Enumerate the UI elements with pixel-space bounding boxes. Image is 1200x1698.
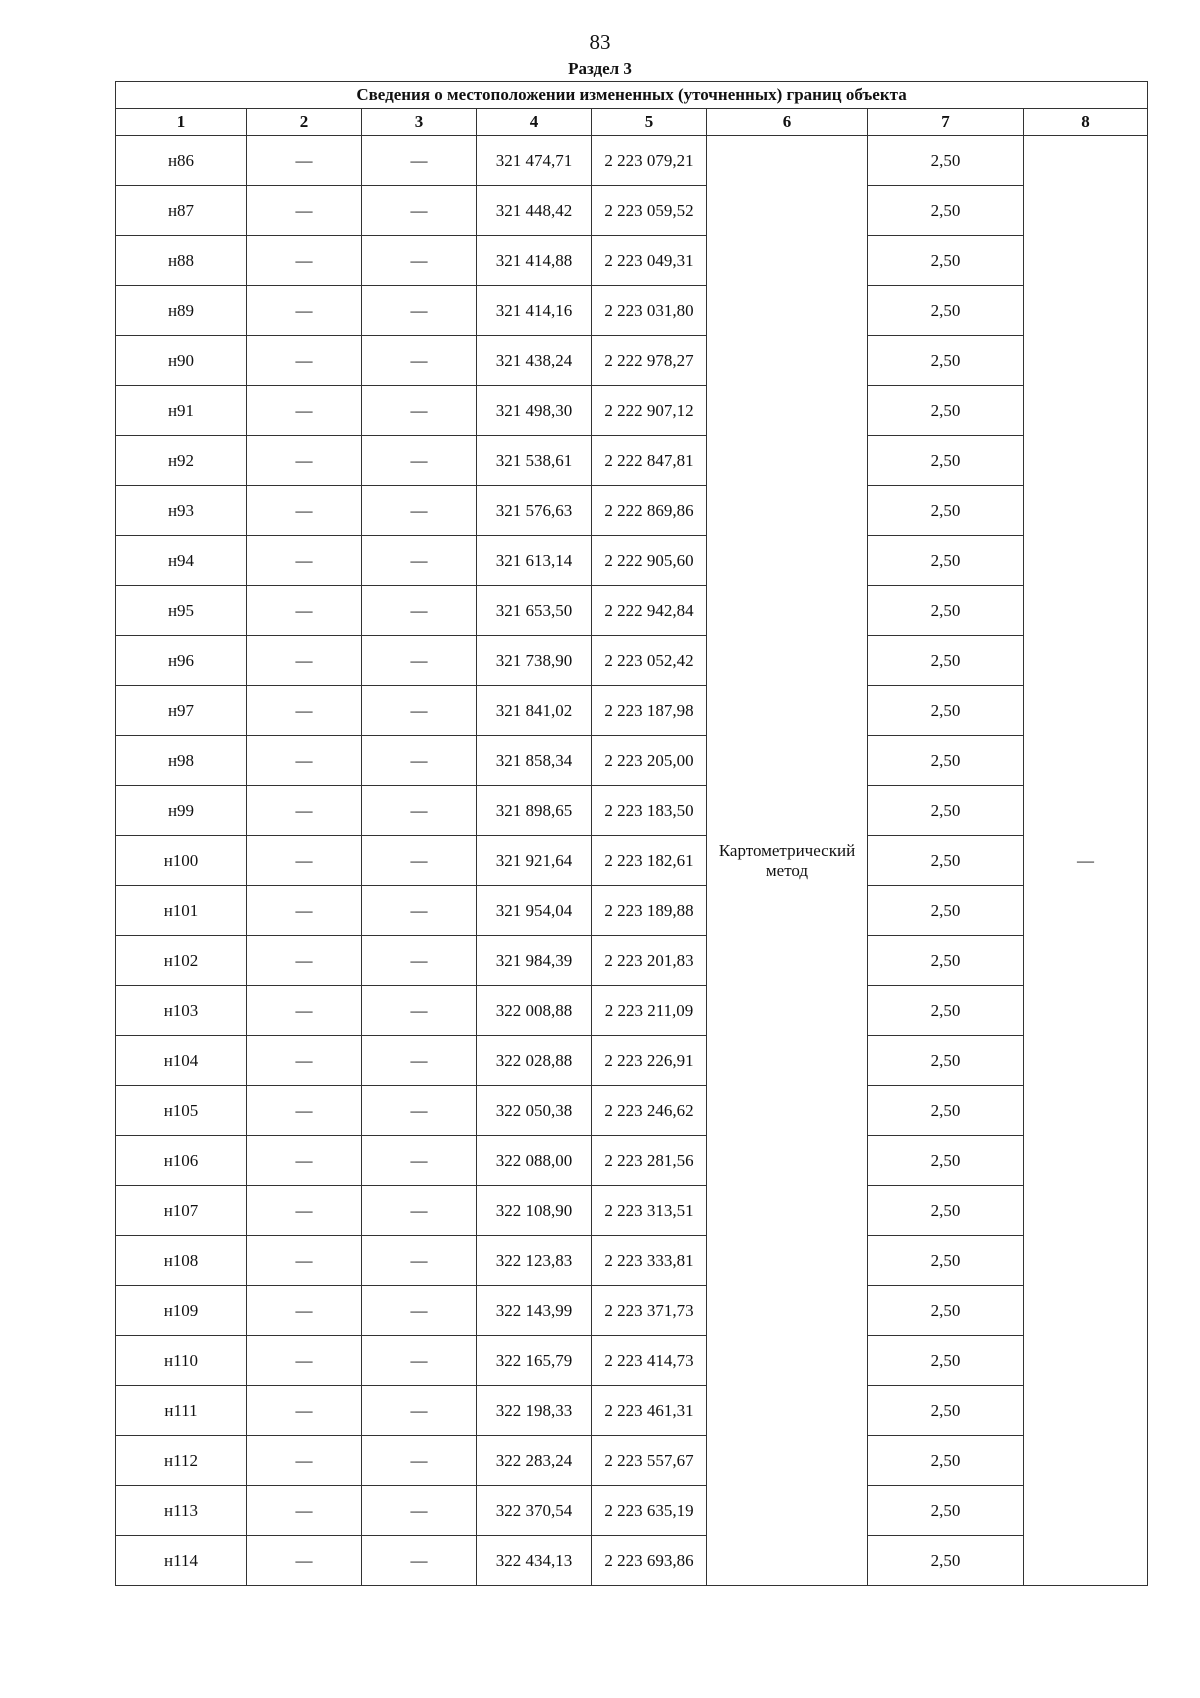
y-coordinate-cell: 2 222 869,86 <box>592 486 707 536</box>
column-2-cell: — <box>247 636 362 686</box>
column-header-6: 6 <box>707 109 868 136</box>
column-3-cell: — <box>362 636 477 686</box>
y-coordinate-cell: 2 223 313,51 <box>592 1186 707 1236</box>
column-header-row <box>116 109 1148 136</box>
table-row <box>116 136 1148 186</box>
y-coordinate-cell: 2 223 211,09 <box>592 986 707 1036</box>
column-3-cell: — <box>362 1486 477 1536</box>
y-coordinate-cell: 2 223 201,83 <box>592 936 707 986</box>
column-2-cell: — <box>247 1336 362 1386</box>
point-number-cell: н106 <box>116 1136 247 1186</box>
table-row <box>116 786 1148 836</box>
y-coordinate-cell: 2 223 414,73 <box>592 1336 707 1386</box>
column-2-cell: — <box>247 486 362 536</box>
accuracy-cell: 2,50 <box>868 1136 1024 1186</box>
x-coordinate-cell: 321 448,42 <box>477 186 592 236</box>
table-body <box>116 82 1148 1586</box>
table-row <box>116 1086 1148 1136</box>
accuracy-cell: 2,50 <box>868 686 1024 736</box>
point-number-cell: н98 <box>116 736 247 786</box>
accuracy-cell: 2,50 <box>868 1236 1024 1286</box>
point-number-cell: н102 <box>116 936 247 986</box>
y-coordinate-cell: 2 223 281,56 <box>592 1136 707 1186</box>
point-number-cell: н104 <box>116 1036 247 1086</box>
table-row <box>116 536 1148 586</box>
table-caption-row <box>116 82 1148 109</box>
column-2-cell: — <box>247 1436 362 1486</box>
table-row <box>116 1186 1148 1236</box>
column-header-4: 4 <box>477 109 592 136</box>
point-number-cell: н105 <box>116 1086 247 1136</box>
column-3-cell: — <box>362 936 477 986</box>
column-3-cell: — <box>362 1436 477 1486</box>
point-number-cell: н96 <box>116 636 247 686</box>
column-2-cell: — <box>247 686 362 736</box>
point-number-cell: н108 <box>116 1236 247 1286</box>
x-coordinate-cell: 321 414,16 <box>477 286 592 336</box>
table-row <box>116 1336 1148 1386</box>
column-3-cell: — <box>362 1086 477 1136</box>
column-3-cell: — <box>362 1536 477 1586</box>
column-header-7: 7 <box>868 109 1024 136</box>
accuracy-cell: 2,50 <box>868 1086 1024 1136</box>
accuracy-cell: 2,50 <box>868 986 1024 1036</box>
accuracy-cell: 2,50 <box>868 1536 1024 1586</box>
accuracy-cell: 2,50 <box>868 786 1024 836</box>
column-3-cell: — <box>362 1136 477 1186</box>
table-row <box>116 336 1148 386</box>
column-8-cell: — <box>1024 136 1148 1586</box>
accuracy-cell: 2,50 <box>868 336 1024 386</box>
table-row <box>116 1386 1148 1436</box>
x-coordinate-cell: 321 954,04 <box>477 886 592 936</box>
accuracy-cell: 2,50 <box>868 186 1024 236</box>
y-coordinate-cell: 2 223 187,98 <box>592 686 707 736</box>
table-row <box>116 1286 1148 1336</box>
column-2-cell: — <box>247 1386 362 1436</box>
column-2-cell: — <box>247 1036 362 1086</box>
column-3-cell: — <box>362 986 477 1036</box>
column-3-cell: — <box>362 1286 477 1336</box>
column-3-cell: — <box>362 586 477 636</box>
point-number-cell: н113 <box>116 1486 247 1536</box>
point-number-cell: н109 <box>116 1286 247 1336</box>
y-coordinate-cell: 2 223 461,31 <box>592 1386 707 1436</box>
column-header-2: 2 <box>247 109 362 136</box>
accuracy-cell: 2,50 <box>868 136 1024 186</box>
point-number-cell: н91 <box>116 386 247 436</box>
accuracy-cell: 2,50 <box>868 386 1024 436</box>
point-number-cell: н86 <box>116 136 247 186</box>
point-number-cell: н101 <box>116 886 247 936</box>
y-coordinate-cell: 2 222 978,27 <box>592 336 707 386</box>
point-number-cell: н95 <box>116 586 247 636</box>
accuracy-cell: 2,50 <box>868 1386 1024 1436</box>
column-3-cell: — <box>362 686 477 736</box>
table-row <box>116 1436 1148 1486</box>
x-coordinate-cell: 321 984,39 <box>477 936 592 986</box>
column-3-cell: — <box>362 136 477 186</box>
column-2-cell: — <box>247 986 362 1036</box>
y-coordinate-cell: 2 223 031,80 <box>592 286 707 336</box>
column-2-cell: — <box>247 536 362 586</box>
y-coordinate-cell: 2 223 189,88 <box>592 886 707 936</box>
point-number-cell: н110 <box>116 1336 247 1386</box>
column-2-cell: — <box>247 586 362 636</box>
x-coordinate-cell: 321 576,63 <box>477 486 592 536</box>
x-coordinate-cell: 321 613,14 <box>477 536 592 586</box>
x-coordinate-cell: 321 898,65 <box>477 786 592 836</box>
accuracy-cell: 2,50 <box>868 536 1024 586</box>
accuracy-cell: 2,50 <box>868 286 1024 336</box>
column-3-cell: — <box>362 736 477 786</box>
column-3-cell: — <box>362 1236 477 1286</box>
table-row <box>116 886 1148 936</box>
column-3-cell: — <box>362 486 477 536</box>
column-header-8: 8 <box>1024 109 1148 136</box>
table-row <box>116 286 1148 336</box>
column-2-cell: — <box>247 186 362 236</box>
page-number: 83 <box>589 30 611 54</box>
x-coordinate-cell: 322 434,13 <box>477 1536 592 1586</box>
y-coordinate-cell: 2 223 226,91 <box>592 1036 707 1086</box>
table-row <box>116 1486 1148 1536</box>
column-2-cell: — <box>247 1286 362 1336</box>
method-cell: Картометрический метод <box>707 136 868 1586</box>
table-row <box>116 986 1148 1036</box>
accuracy-cell: 2,50 <box>868 936 1024 986</box>
x-coordinate-cell: 321 498,30 <box>477 386 592 436</box>
column-3-cell: — <box>362 386 477 436</box>
column-2-cell: — <box>247 336 362 386</box>
accuracy-cell: 2,50 <box>868 886 1024 936</box>
point-number-cell: н94 <box>116 536 247 586</box>
column-2-cell: — <box>247 1486 362 1536</box>
x-coordinate-cell: 321 921,64 <box>477 836 592 886</box>
point-number-cell: н111 <box>116 1386 247 1436</box>
table-row <box>116 1136 1148 1186</box>
accuracy-cell: 2,50 <box>868 436 1024 486</box>
point-number-cell: н90 <box>116 336 247 386</box>
point-number-cell: н103 <box>116 986 247 1036</box>
column-2-cell: — <box>247 1236 362 1286</box>
column-3-cell: — <box>362 436 477 486</box>
table-row <box>116 1236 1148 1286</box>
x-coordinate-cell: 322 123,83 <box>477 1236 592 1286</box>
x-coordinate-cell: 321 438,24 <box>477 336 592 386</box>
column-2-cell: — <box>247 286 362 336</box>
y-coordinate-cell: 2 223 371,73 <box>592 1286 707 1336</box>
x-coordinate-cell: 322 050,38 <box>477 1086 592 1136</box>
boundary-table <box>115 81 1148 1586</box>
point-number-cell: н114 <box>116 1536 247 1586</box>
accuracy-cell: 2,50 <box>868 636 1024 686</box>
y-coordinate-cell: 2 223 049,31 <box>592 236 707 286</box>
column-3-cell: — <box>362 1036 477 1086</box>
column-3-cell: — <box>362 836 477 886</box>
column-2-cell: — <box>247 1536 362 1586</box>
x-coordinate-cell: 322 283,24 <box>477 1436 592 1486</box>
y-coordinate-cell: 2 223 183,50 <box>592 786 707 836</box>
accuracy-cell: 2,50 <box>868 1336 1024 1386</box>
y-coordinate-cell: 2 222 847,81 <box>592 436 707 486</box>
column-3-cell: — <box>362 886 477 936</box>
accuracy-cell: 2,50 <box>868 1436 1024 1486</box>
y-coordinate-cell: 2 223 052,42 <box>592 636 707 686</box>
point-number-cell: н99 <box>116 786 247 836</box>
column-3-cell: — <box>362 1336 477 1386</box>
column-2-cell: — <box>247 436 362 486</box>
table-row <box>116 236 1148 286</box>
x-coordinate-cell: 321 474,71 <box>477 136 592 186</box>
column-3-cell: — <box>362 786 477 836</box>
x-coordinate-cell: 321 858,34 <box>477 736 592 786</box>
table-caption: Сведения о местоположении измененных (уточненных) границ объекта <box>116 82 1148 109</box>
accuracy-cell: 2,50 <box>868 586 1024 636</box>
point-number-cell: н112 <box>116 1436 247 1486</box>
table-row <box>116 1536 1148 1586</box>
table-row <box>116 186 1148 236</box>
column-2-cell: — <box>247 1186 362 1236</box>
y-coordinate-cell: 2 223 635,19 <box>592 1486 707 1536</box>
point-number-cell: н88 <box>116 236 247 286</box>
point-number-cell: н107 <box>116 1186 247 1236</box>
column-2-cell: — <box>247 786 362 836</box>
y-coordinate-cell: 2 222 942,84 <box>592 586 707 636</box>
accuracy-cell: 2,50 <box>868 236 1024 286</box>
x-coordinate-cell: 322 165,79 <box>477 1336 592 1386</box>
y-coordinate-cell: 2 223 557,67 <box>592 1436 707 1486</box>
column-3-cell: — <box>362 286 477 336</box>
x-coordinate-cell: 322 028,88 <box>477 1036 592 1086</box>
point-number-cell: н92 <box>116 436 247 486</box>
column-2-cell: — <box>247 836 362 886</box>
x-coordinate-cell: 322 088,00 <box>477 1136 592 1186</box>
accuracy-cell: 2,50 <box>868 1036 1024 1086</box>
table-row <box>116 486 1148 536</box>
column-3-cell: — <box>362 186 477 236</box>
column-2-cell: — <box>247 1086 362 1136</box>
table-row <box>116 436 1148 486</box>
point-number-cell: н93 <box>116 486 247 536</box>
accuracy-cell: 2,50 <box>868 1486 1024 1536</box>
accuracy-cell: 2,50 <box>868 836 1024 886</box>
x-coordinate-cell: 322 108,90 <box>477 1186 592 1236</box>
y-coordinate-cell: 2 222 907,12 <box>592 386 707 436</box>
y-coordinate-cell: 2 223 205,00 <box>592 736 707 786</box>
point-number-cell: н87 <box>116 186 247 236</box>
column-3-cell: — <box>362 536 477 586</box>
table-row <box>116 636 1148 686</box>
section-title: Раздел 3 <box>568 59 632 78</box>
x-coordinate-cell: 321 414,88 <box>477 236 592 286</box>
accuracy-cell: 2,50 <box>868 486 1024 536</box>
column-3-cell: — <box>362 236 477 286</box>
column-2-cell: — <box>247 386 362 436</box>
x-coordinate-cell: 321 653,50 <box>477 586 592 636</box>
table-row <box>116 586 1148 636</box>
table-row <box>116 736 1148 786</box>
x-coordinate-cell: 321 841,02 <box>477 686 592 736</box>
column-2-cell: — <box>247 936 362 986</box>
x-coordinate-cell: 322 370,54 <box>477 1486 592 1536</box>
y-coordinate-cell: 2 222 905,60 <box>592 536 707 586</box>
table-row <box>116 1036 1148 1086</box>
accuracy-cell: 2,50 <box>868 736 1024 786</box>
table-row <box>116 836 1148 886</box>
column-2-cell: — <box>247 886 362 936</box>
accuracy-cell: 2,50 <box>868 1186 1024 1236</box>
table-row <box>116 386 1148 436</box>
column-2-cell: — <box>247 136 362 186</box>
y-coordinate-cell: 2 223 246,62 <box>592 1086 707 1136</box>
column-header-5: 5 <box>592 109 707 136</box>
column-2-cell: — <box>247 1136 362 1186</box>
column-2-cell: — <box>247 236 362 286</box>
table-row <box>116 686 1148 736</box>
y-coordinate-cell: 2 223 333,81 <box>592 1236 707 1286</box>
table-row <box>116 936 1148 986</box>
x-coordinate-cell: 322 008,88 <box>477 986 592 1036</box>
column-header-1: 1 <box>116 109 247 136</box>
column-3-cell: — <box>362 1386 477 1436</box>
point-number-cell: н97 <box>116 686 247 736</box>
point-number-cell: н100 <box>116 836 247 886</box>
column-header-3: 3 <box>362 109 477 136</box>
column-3-cell: — <box>362 1186 477 1236</box>
point-number-cell: н89 <box>116 286 247 336</box>
x-coordinate-cell: 321 538,61 <box>477 436 592 486</box>
x-coordinate-cell: 322 198,33 <box>477 1386 592 1436</box>
column-2-cell: — <box>247 736 362 786</box>
x-coordinate-cell: 321 738,90 <box>477 636 592 686</box>
x-coordinate-cell: 322 143,99 <box>477 1286 592 1336</box>
y-coordinate-cell: 2 223 182,61 <box>592 836 707 886</box>
column-3-cell: — <box>362 336 477 386</box>
y-coordinate-cell: 2 223 693,86 <box>592 1536 707 1586</box>
y-coordinate-cell: 2 223 059,52 <box>592 186 707 236</box>
y-coordinate-cell: 2 223 079,21 <box>592 136 707 186</box>
accuracy-cell: 2,50 <box>868 1286 1024 1336</box>
